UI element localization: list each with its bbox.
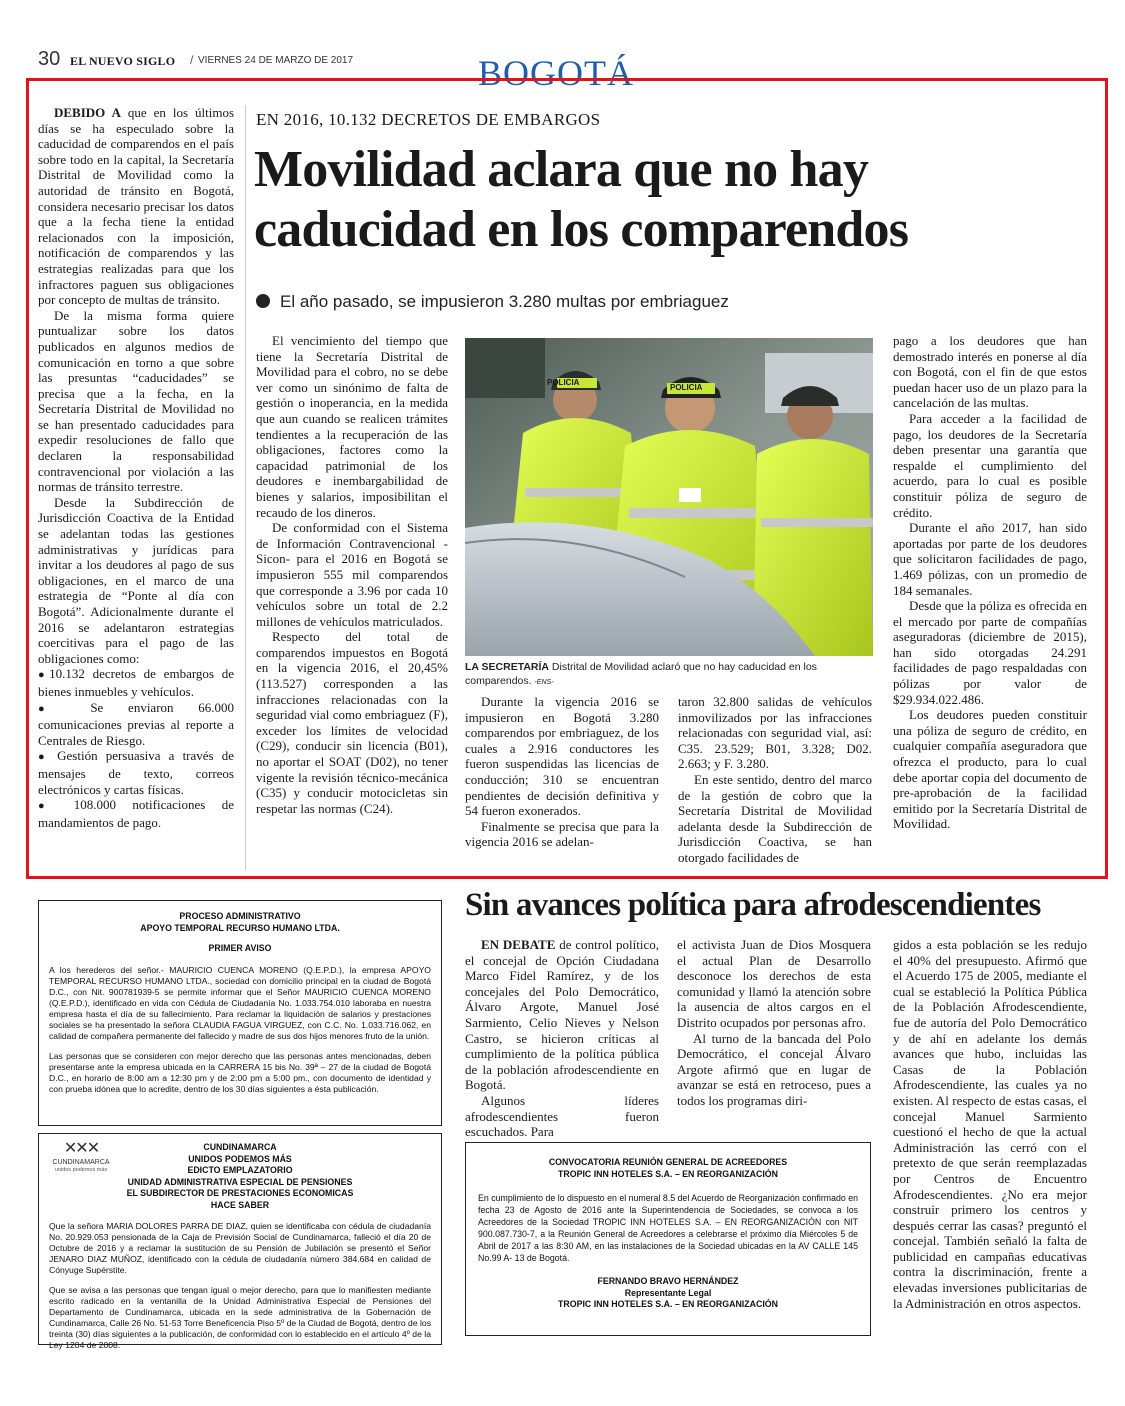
article-column-2 xyxy=(465,694,659,850)
masthead xyxy=(38,48,1088,93)
sidebar-column xyxy=(38,105,234,830)
notice-subtitle: PRIMER AVISO xyxy=(208,943,272,953)
article-paragraph: Para acceder a la facilidad de pago, los deudores de la Secretaría deben presentar una garantía que respalde el cumplimiento del acuerdo, para lo cual es posible constituir póliza de seguro de crédito. xyxy=(893,410,1087,520)
notice-paragraph: A los herederos del señor.- MAURICIO CUENCA MORENO (Q.E.P.D.), la empresa APOYO TEMPORAL RECURSO HUMANO LTDA., sociedad con domicilio principal en la ciudad de Bogotá D.C., con Nit. 900781939-5 se permite informar que el Señor MAURICIO CUENCA MORENO (Q.E.P.D.), identificado en vida con Cédula de Ciudadanía No. 1.033.754.010 laboraba en nuestra empresa hasta el día de su fallecimiento. Para reclamar la liquidación de salarios y prestaciones sociales se ha presentado la señora CLAUDIA FAGUA VIRGUEZ, con C.C. No. 1.033.716.062, en calidad de compañera permanente del fallecido y madre de sus dos hijos menores fruto de la unión. xyxy=(49,964,431,1041)
sidebar-bullet xyxy=(38,748,234,797)
notice-paragraph: En cumplimiento de lo dispuesto en el numeral 8.5 del Acuerdo de Reorganización confirmado en fecha 23 de Agosto de 2016 ante la Superintendencia de Sociedades, se convoca a los Acreedores de la Sociedad TROPIC INN HOTELES S.A. – EN REORGANIZACIÓN con NIT 900.087.730-7, a la Reunión General de Acreedores a celebrarse el próximo día Miércoles 5 de Abril de 2017 a las 8:30 AM, en las instalaciones de la Sociedad ubicadas en la AV CALLE 145 No.99 A- 13 de Bogotá. xyxy=(478,1193,858,1263)
second-article-headline: Sin avances política para afrodescendientes xyxy=(465,887,1041,923)
sidebar-paragraph: Desde la Subdirección de Jurisdicción Coactiva de la Entidad se adelantan todas las gestiones administrativas y jurídicas para invitar a los deudores al pago de sus obligaciones, en el marco de una estrategia de “Ponte al día con Bogotá”. Adicionalmente durante el 2016 se adelantaron estrategias coercitivas para el pago de las obligaciones como: xyxy=(38,494,234,666)
sidebar-bullet xyxy=(38,700,234,749)
sidebar-bullet xyxy=(38,666,234,699)
notice-paragraph: Que la señora MARIA DOLORES PARRA DE DIAZ, quien se identificaba con cédula de ciudadanía No. 20.929.053 pensionada de la Caja de Previsión Social de Cundinamarca, falleció el día 20 de Octubre de 2016 y a reclamar la sustitución de su Pensión de Jubilación se presentó el Señor JENARO DIAZ MUÑOZ, identificado con la cédula de ciudadanía número 384.684 en calidad de Cónyuge Supérstite. xyxy=(49,1221,431,1275)
logo-slogan: unidos podemos más xyxy=(54,1167,108,1173)
masthead-separator: / xyxy=(190,53,194,67)
notice-title: EL SUBDIRECTOR DE PRESTACIONES ECONOMICAS xyxy=(126,1188,354,1198)
police-officers-photo xyxy=(465,338,873,656)
article-paragraph: Durante el año 2017, han sido aportadas por parte de los deudores que solicitaron facilidades de pago, 1.469 pólizas, con un promedio de 184 semanales. xyxy=(893,520,1087,598)
notice-title: CONVOCATORIA REUNIÓN GENERAL DE ACREEDORES xyxy=(548,1157,788,1167)
column-rule xyxy=(245,105,246,870)
article-column-4 xyxy=(893,333,1087,832)
subheadline-text: El año pasado, se impusieron 3.280 multas por embriaguez xyxy=(280,292,729,311)
article-paragraph: el activista Juan de Dios Mosquera el actual Plan de Desarrollo desconoce los derechos de esta comunidad y llamó la atención sobre la ausencia de altos cargos en el Distrito ocupados por personas afro. xyxy=(677,937,871,1030)
vest-label: POLICIA xyxy=(547,378,580,387)
bullet-icon: ● xyxy=(38,751,58,764)
notice-title: UNIDOS PODEMOS MÁS xyxy=(188,1153,292,1164)
article-photo xyxy=(465,338,873,656)
second-article-lead xyxy=(465,937,659,1093)
notice-title: HACE SABER xyxy=(210,1199,270,1210)
sidebar-paragraph: De la misma forma quiere puntualizar sobre los datos publicados en algunos medios de comunicación en torno a que sobre las presuntas “caducidades” se precisa que a la fecha, en la Secretaría Distrital de Movilidad no se han presentado caducidades para expedir resoluciones de fallo que declaren la responsabilidad contravencional por violación a las normas de tránsito terrestre. xyxy=(38,307,234,495)
headline-line-2: caducidad en los comparendos xyxy=(254,201,909,258)
article-paragraph: De conformidad con el Sistema de Información Contravencional -Sicon- para el 2016 en Bogotá se impusieron 555 mil comparendos que corresponde a 3.96 por cada 10 vehículos sobre un total de 2.2 millones de vehículos matriculados. xyxy=(256,520,448,629)
second-article-column-3 xyxy=(893,937,1087,1311)
article-column-1 xyxy=(256,333,448,816)
bullet-icon: ● xyxy=(38,669,50,682)
photo-caption xyxy=(465,660,873,690)
headline-line-1: Movilidad aclara que no hay xyxy=(254,141,869,198)
notice-paragraph: Las personas que se consideren con mejor derecho que las personas antes mencionadas, deben presentarse ante la empresa ubicada en la CARRERA 15 bis No. 39ª – 27 de la ciudad de Bogotá D.C., en horario de 8:00 am a 12:30 pm y de 2:00 pm a 5:00 pm., con documento de identidad y con prueba idónea que lo acredite, dentro de los 30 días siguientes a ésta publicación. xyxy=(49,1050,431,1094)
article-paragraph: Finalmente se precisa que para la vigencia 2016 se adelan- xyxy=(465,818,659,850)
article-paragraph: taron 32.800 salidas de vehículos inmovilizados por las infracciones relacionadas con seguridad vial, así: C35. 23.529; B01, 3.328; D02. 2.663; y F. 3.280. xyxy=(678,694,872,772)
article-paragraph: Desde que la póliza es ofrecida en el mercado por parte de compañías aseguradoras (diciembre de 2015), han sido otorgadas 24.291 facilidades de pago respaldadas con pólizas por valor de $29.934.022.486. xyxy=(893,598,1087,707)
notice-paragraph: Que se avisa a las personas que tengan igual o mejor derecho, para que lo manifiesten mediante escrito radicado en la ventanilla de la Unidad Administrativa Especial de Pensiones del Departamento de Cundinamarca, ubicada en la sede administrativa de la Gobernación de Cundinamarca, Calle 26 No. 51-53 Torre Beneficencia Piso 5º de la Ciudad de Bogotá, dentro de los treinta (30) días siguientes a la publicación, de conformidad con lo establecido en el artículo 4º de la Ley 1204 de 2008. xyxy=(49,1285,431,1350)
sidebar-bullet xyxy=(38,797,234,830)
lead-bold: EN DEBATE xyxy=(481,937,556,952)
cundinamarca-logo xyxy=(47,1140,115,1180)
lead-rest: de control político, el concejal de Opción Ciudadana Marco Fidel Ramírez, y de los concejales del Polo Democrático, Álvaro Argote, Manuel José Sarmiento, Celio Nieves y Nelson Castro, se hicieron críticas al cumplimiento de la política pública de la población afrodescendiente en Bogotá. xyxy=(465,937,659,1093)
article-paragraph: Los deudores pueden constituir una póliza de seguro de crédito, en cualquier compañía aseguradora que ofrezca el producto, para lo cual debe aportar copia del documento de pre-aprobación de la facilidad emitido por la Secretaría Distrital de Movilidad. xyxy=(893,707,1087,832)
bullet-text: 108.000 notificaciones de mandamientos de pago. xyxy=(38,797,234,830)
notice-title: CUNDINAMARCA xyxy=(203,1142,277,1152)
bullet-dot xyxy=(256,294,270,308)
article-kicker: EN 2016, 10.132 DECRETOS DE EMBARGOS xyxy=(256,110,601,129)
notice-title: APOYO TEMPORAL RECURSO HUMANO LTDA. xyxy=(140,922,340,933)
article-paragraph: El vencimiento del tiempo que tiene la Secretaría Distrital de Movilidad para el cobro, no se debe ver como un sinónimo de falta de gestión o inoperancia, en la medida que aun cuando se realicen trámites tendientes a la recuperación de las obligaciones, factores como la capacidad patrimonial de los deudores e inembargabilidad de bienes y salarios, imposibilitan el recaudo de los dineros. xyxy=(256,333,448,520)
legal-notice-apoyo-temporal xyxy=(38,900,442,1126)
sidebar-lead-bold: DEBIDO A xyxy=(54,105,121,120)
issue-date: VIERNES 24 DE MARZO DE 2017 xyxy=(198,55,354,66)
article-paragraph: En este sentido, dentro del marco de la gestión de cobro que la Secretaría Distrital de Movilidad adelanta desde la Subdirección de Jurisdicción Coactiva, se han otorgado facilidades de xyxy=(678,771,872,865)
article-headline xyxy=(254,140,1094,260)
notice-title: EDICTO EMPLAZATORIO xyxy=(187,1165,293,1175)
bullet-icon: ● xyxy=(38,702,91,715)
article-column-3 xyxy=(678,694,872,866)
article-paragraph: pago a los deudores que han demostrado interés en ponerse al día con Bogotá, con el fin de que estos puedan hacer uso de un plazo para la cancelación de las multas. xyxy=(893,333,1087,411)
bullet-text: Gestión persuasiva a través de mensajes de texto, correos electrónicos y cartas físicas. xyxy=(38,748,234,797)
notice-title: UNIDAD ADMINISTRATIVA ESPECIAL DE PENSIONES xyxy=(127,1176,353,1187)
photo-credit: -ENS- xyxy=(534,679,554,686)
bullet-icon: ● xyxy=(38,800,74,813)
logo-text: CUNDINAMARCA xyxy=(52,1159,110,1166)
article-subheadline xyxy=(256,292,729,312)
signature-company: TROPIC INN HOTELES S.A. – EN REORGANIZACIÓN xyxy=(558,1299,778,1309)
signature-name: FERNANDO BRAVO HERNÁNDEZ xyxy=(597,1276,739,1286)
page-number: 30 xyxy=(38,48,61,70)
sidebar-lead xyxy=(38,105,234,308)
article-paragraph: Respecto del total de comparendos impuestos en Bogotá en la vigencia 2016, el 20,45% (113.527) corresponden a las infracciones relacionadas con la seguridad vial como embriaguez (F), exceder los límites de velocidad (C29), conducir sin licencia (B01), no aportar el SOAT (D02), no tener vigente la revisión técnico-mecánica (C35) y conducir motocicletas sin respetar las normas (C24). xyxy=(256,629,448,816)
article-paragraph: Durante la vigencia 2016 se impusieron en Bogotá 3.280 comparendos por embriaguez, de los cuales a 2.916 conductores les fueron suspendidas las licencias de conducción; 310 se encuentran pendientes de decisión definitiva y 54 fueron exonerados. xyxy=(465,694,659,819)
bullet-text: 10.132 decretos de embargos de bienes inmuebles y vehículos. xyxy=(38,666,234,699)
second-article-column-2 xyxy=(677,937,871,1109)
paper-name: EL NUEVO SIGLO xyxy=(70,54,176,68)
article-paragraph: Algunos líderes afrodescendientes fueron escuchados. Para xyxy=(465,1092,659,1140)
bullet-text: Se enviaron 66.000 comunicaciones previas al reporte a Centrales de Riesgo. xyxy=(38,699,234,748)
legal-notice-cundinamarca xyxy=(38,1133,442,1350)
logo-icon: ✕✕✕ xyxy=(63,1140,99,1157)
legal-notice-tropic-inn xyxy=(465,1142,871,1336)
caption-text: Distrital de Movilidad aclaró que no hay caducidad en los comparendos. xyxy=(465,661,817,687)
section-title: BOGOTÁ xyxy=(478,53,634,93)
article-paragraph: gidos a esta población se les redujo el 40% del presupuesto. Afirmó que el Acuerdo 175 de 2005, mediante el cual se estableció la Política Pública de la Población Afrodescendiente, fue de autoría del Polo Democrático y de ahí en adelante los demás avances que hubo, incluidas las Casas de la Población Afrodescendiente, las cuales ya no existen. Al respecto de estas casas, el concejal Manuel Sarmiento cuestionó el hecho de que la actual Administración las cerró con el pretexto de que serán reemplazadas por Centros de Encuentro Afrodescendientes. ¿No era mejor construir primero los centros y después cerrar las casas? preguntó el concejal. También señaló la falta de publicidad en campañas educativas contra la discriminación, frente a elevadas inversiones publicitarias de la Administración en otros aspectos. xyxy=(893,937,1087,1311)
notice-title: PROCESO ADMINISTRATIVO xyxy=(179,911,301,921)
notice-title: TROPIC INN HOTELES S.A. – EN REORGANIZACIÓN xyxy=(558,1168,778,1179)
sidebar-lead-rest: que en los últimos días se ha especulado sobre la caducidad de comparendos en el país sobre todo en la capital, la Secretaría Distrital de Movilidad como la autoridad de tránsito en Bogotá, considera necesario precisar los datos que a la fecha tiene la entidad relacionados con la imposición, notificación de comparendos y las estrategias realizadas para que los infractores paguen sus obligaciones por concepto de multas de tránsito. xyxy=(38,105,235,308)
article-paragraph: Al turno de la bancada del Polo Democrático, el concejal Álvaro Argote afirmó que en lugar de avanzar se está en retroceso, pues a todos los programas diri- xyxy=(677,1030,871,1108)
signature-role: Representante Legal xyxy=(624,1287,712,1298)
second-article-column-1 xyxy=(465,937,659,1140)
vest-label: POLICIA xyxy=(670,383,703,392)
caption-bold: LA SECRETARÍA xyxy=(465,661,549,673)
